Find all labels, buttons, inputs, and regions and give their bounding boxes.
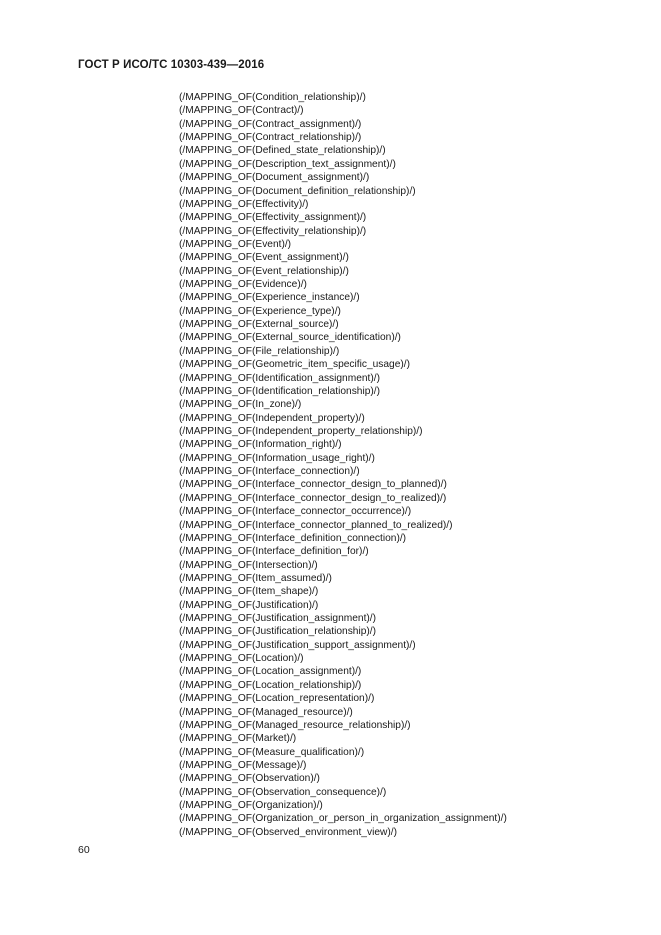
mapping-entry: (/MAPPING_OF(Justification_support_assignment)/) [179, 639, 416, 651]
mapping-entry: (/MAPPING_OF(Item_shape)/) [179, 586, 319, 598]
mapping-entry: (/MAPPING_OF(Document_definition_relationship)/) [179, 185, 416, 197]
mapping-entry: (/MAPPING_OF(External_source)/) [179, 319, 339, 331]
mapping-entry: (/MAPPING_OF(Interface_definition_connection)/) [179, 532, 407, 544]
mapping-entry: (/MAPPING_OF(Observation)/) [179, 773, 320, 785]
mapping-entry: (/MAPPING_OF(Market)/) [179, 733, 297, 745]
mapping-entry: (/MAPPING_OF(Managed_resource)/) [179, 706, 353, 718]
mapping-entry: (/MAPPING_OF(Experience_type)/) [179, 305, 341, 317]
mapping-entry: (/MAPPING_OF(Item_assumed)/) [179, 572, 332, 584]
mapping-entry: (/MAPPING_OF(Event)/) [179, 238, 292, 250]
mapping-entry: (/MAPPING_OF(Interface_connector_planned_to_realized)/) [179, 519, 453, 531]
mapping-entry: (/MAPPING_OF(Identification_assignment)/) [179, 372, 380, 384]
mapping-entry: (/MAPPING_OF(Organization)/) [179, 800, 323, 812]
mapping-entry: (/MAPPING_OF(Effectivity_relationship)/) [179, 225, 367, 237]
mapping-entry: (/MAPPING_OF(Defined_state_relationship)/) [179, 145, 386, 157]
mapping-entry: (/MAPPING_OF(Information_right)/) [179, 439, 342, 451]
mapping-entry: (/MAPPING_OF(Interface_connector_design_to_planned)/) [179, 479, 447, 491]
mapping-entry: (/MAPPING_OF(Condition_relationship)/) [179, 92, 366, 103]
mapping-entry: (/MAPPING_OF(Location)/) [179, 653, 304, 665]
mapping-entry: (/MAPPING_OF(Location_relationship)/) [179, 679, 362, 691]
mapping-entry: (/MAPPING_OF(Document_assignment)/) [179, 172, 370, 184]
mapping-entry: (/MAPPING_OF(Evidence)/) [179, 279, 307, 291]
mapping-entry: (/MAPPING_OF(Measure_qualification)/) [179, 746, 365, 758]
page-number: 60 [78, 844, 90, 856]
mapping-entry: (/MAPPING_OF(Interface_connection)/) [179, 466, 360, 478]
mapping-entry: (/MAPPING_OF(Effectivity_assignment)/) [179, 212, 367, 224]
mapping-entry: (/MAPPING_OF(Managed_resource_relationship)/) [179, 719, 411, 731]
mapping-entry: (/MAPPING_OF(Description_text_assignment)/) [179, 158, 396, 170]
mapping-entry: (/MAPPING_OF(Event_assignment)/) [179, 252, 349, 264]
mapping-entry: (/MAPPING_OF(Interface_connector_design_to_realized)/) [179, 492, 447, 504]
mapping-entry: (/MAPPING_OF(Experience_instance)/) [179, 292, 360, 304]
mapping-entry: (/MAPPING_OF(Independent_property)/) [179, 412, 365, 424]
mapping-entry: (/MAPPING_OF(Justification_assignment)/) [179, 613, 377, 625]
mapping-entry: (/MAPPING_OF(Interface_definition_for)/) [179, 546, 369, 558]
mapping-entry: (/MAPPING_OF(Justification_relationship)/) [179, 626, 377, 638]
mapping-entry: (/MAPPING_OF(Contract_relationship)/) [179, 132, 362, 144]
mapping-entry: (/MAPPING_OF(Contract_assignment)/) [179, 118, 362, 130]
mapping-entry: (/MAPPING_OF(Intersection)/) [179, 559, 318, 571]
mapping-entry: (/MAPPING_OF(Organization_or_person_in_organization_assignment)/) [179, 813, 507, 825]
mapping-entry: (/MAPPING_OF(Event_relationship)/) [179, 265, 349, 277]
mapping-entry: (/MAPPING_OF(Observation_consequence)/) [179, 786, 387, 798]
mapping-list [179, 91, 507, 839]
mapping-entry: (/MAPPING_OF(Contract)/) [179, 105, 304, 117]
mapping-entry: (/MAPPING_OF(Justification)/) [179, 599, 319, 611]
page-header-standard-id: ГОСТ Р ИСО/ТС 10303-439—2016 [78, 59, 265, 71]
mapping-entry: (/MAPPING_OF(External_source_identification)/) [179, 332, 401, 344]
mapping-entry: (/MAPPING_OF(In_zone)/) [179, 399, 302, 411]
mapping-entry: (/MAPPING_OF(Message)/) [179, 759, 307, 771]
mapping-entry: (/MAPPING_OF(Information_usage_right)/) [179, 452, 375, 464]
mapping-entry: (/MAPPING_OF(Interface_connector_occurrence)/) [179, 506, 412, 518]
mapping-entry: (/MAPPING_OF(Geometric_item_specific_usage)/) [179, 359, 410, 371]
mapping-entry: (/MAPPING_OF(Location_assignment)/) [179, 666, 362, 678]
mapping-entry: (/MAPPING_OF(Observed_environment_view)/) [179, 826, 397, 838]
mapping-entry: (/MAPPING_OF(Identification_relationship)/) [179, 385, 380, 397]
mapping-entry: (/MAPPING_OF(Independent_property_relationship)/) [179, 425, 423, 437]
mapping-entry: (/MAPPING_OF(File_relationship)/) [179, 345, 340, 357]
mapping-entry: (/MAPPING_OF(Location_representation)/) [179, 693, 375, 705]
mapping-entry: (/MAPPING_OF(Effectivity)/) [179, 198, 309, 210]
